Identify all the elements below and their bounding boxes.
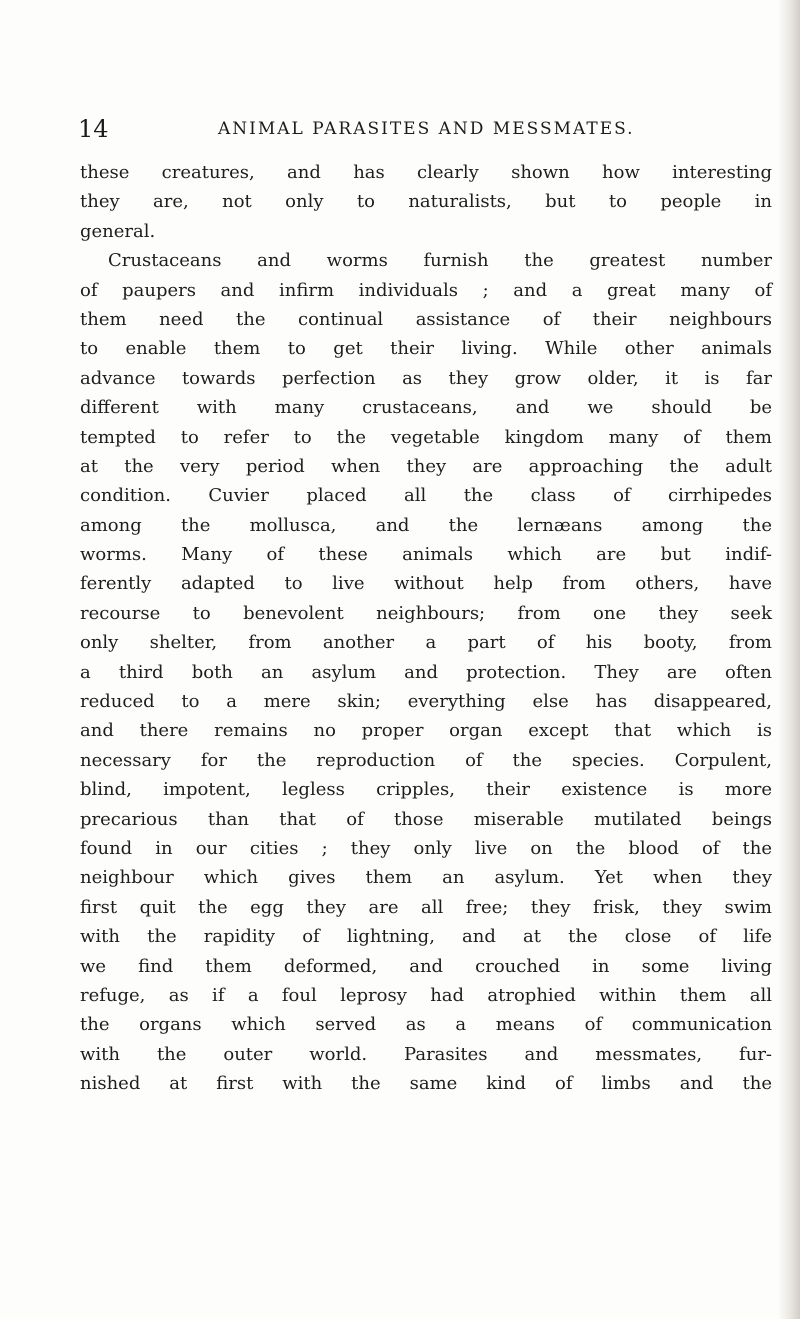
running-head: ANIMAL PARASITES AND MESSMATES. — [218, 119, 635, 139]
text-line: Crustaceans and worms furnish the greatest number — [108, 250, 772, 272]
text-line: them need the continual assistance of their neighbours — [80, 308, 772, 330]
text-line: found in our cities ; they only live on the blood of the — [80, 837, 772, 859]
text-line: condition. Cuvier placed all the class of cirrhipedes — [80, 485, 772, 507]
page-header — [78, 112, 762, 146]
text-line: ferently adapted to live without help from others, have — [80, 573, 772, 595]
text-line: to enable them to get their living. While other animals — [80, 338, 772, 360]
text-line: neighbour which gives them an asylum. Yet when they — [80, 867, 772, 889]
text-line: among the mollusca, and the lernæans among the — [80, 514, 772, 536]
text-line: they are, not only to naturalists, but to people in — [80, 191, 772, 213]
text-line: with the outer world. Parasites and messmates, fur- — [80, 1043, 772, 1065]
text-line: nished at first with the same kind of limbs and the — [80, 1073, 772, 1095]
text-line: different with many crustaceans, and we should be — [80, 397, 772, 419]
text-line: reduced to a mere skin; everything else has disappeared, — [80, 691, 772, 713]
text-line: tempted to refer to the vegetable kingdom many of them — [80, 426, 772, 448]
page-number: 14 — [78, 115, 109, 143]
text-line: of paupers and infirm individuals ; and a great many of — [80, 279, 772, 301]
text-line: we find them deformed, and crouched in some living — [80, 955, 772, 977]
text-line: and there remains no proper organ except that which is — [80, 720, 772, 742]
text-line: advance towards perfection as they grow older, it is far — [80, 367, 772, 389]
text-line: at the very period when they are approaching the adult — [80, 455, 772, 477]
text-line: recourse to benevolent neighbours; from one they seek — [80, 602, 772, 624]
text-line: necessary for the reproduction of the species. Corpulent, — [80, 749, 772, 771]
text-line: refuge, as if a foul leprosy had atrophied within them all — [80, 984, 772, 1006]
body-text — [80, 158, 772, 1099]
text-line: with the rapidity of lightning, and at the close of life — [80, 926, 772, 948]
text-line: precarious than that of those miserable mutilated beings — [80, 808, 772, 830]
text-line: only shelter, from another a part of his booty, from — [80, 632, 772, 654]
text-line: a third both an asylum and protection. They are often — [80, 661, 772, 683]
text-line: these creatures, and has clearly shown how interesting — [80, 162, 772, 183]
text-line: blind, impotent, legless cripples, their existence is more — [80, 779, 772, 801]
page-edge-shadow — [778, 0, 800, 1319]
text-line: general. — [80, 220, 156, 242]
text-line: the organs which served as a means of communication — [80, 1014, 772, 1036]
text-line: worms. Many of these animals which are but indif- — [80, 544, 772, 566]
text-line: first quit the egg they are all free; they frisk, they swim — [80, 896, 772, 918]
